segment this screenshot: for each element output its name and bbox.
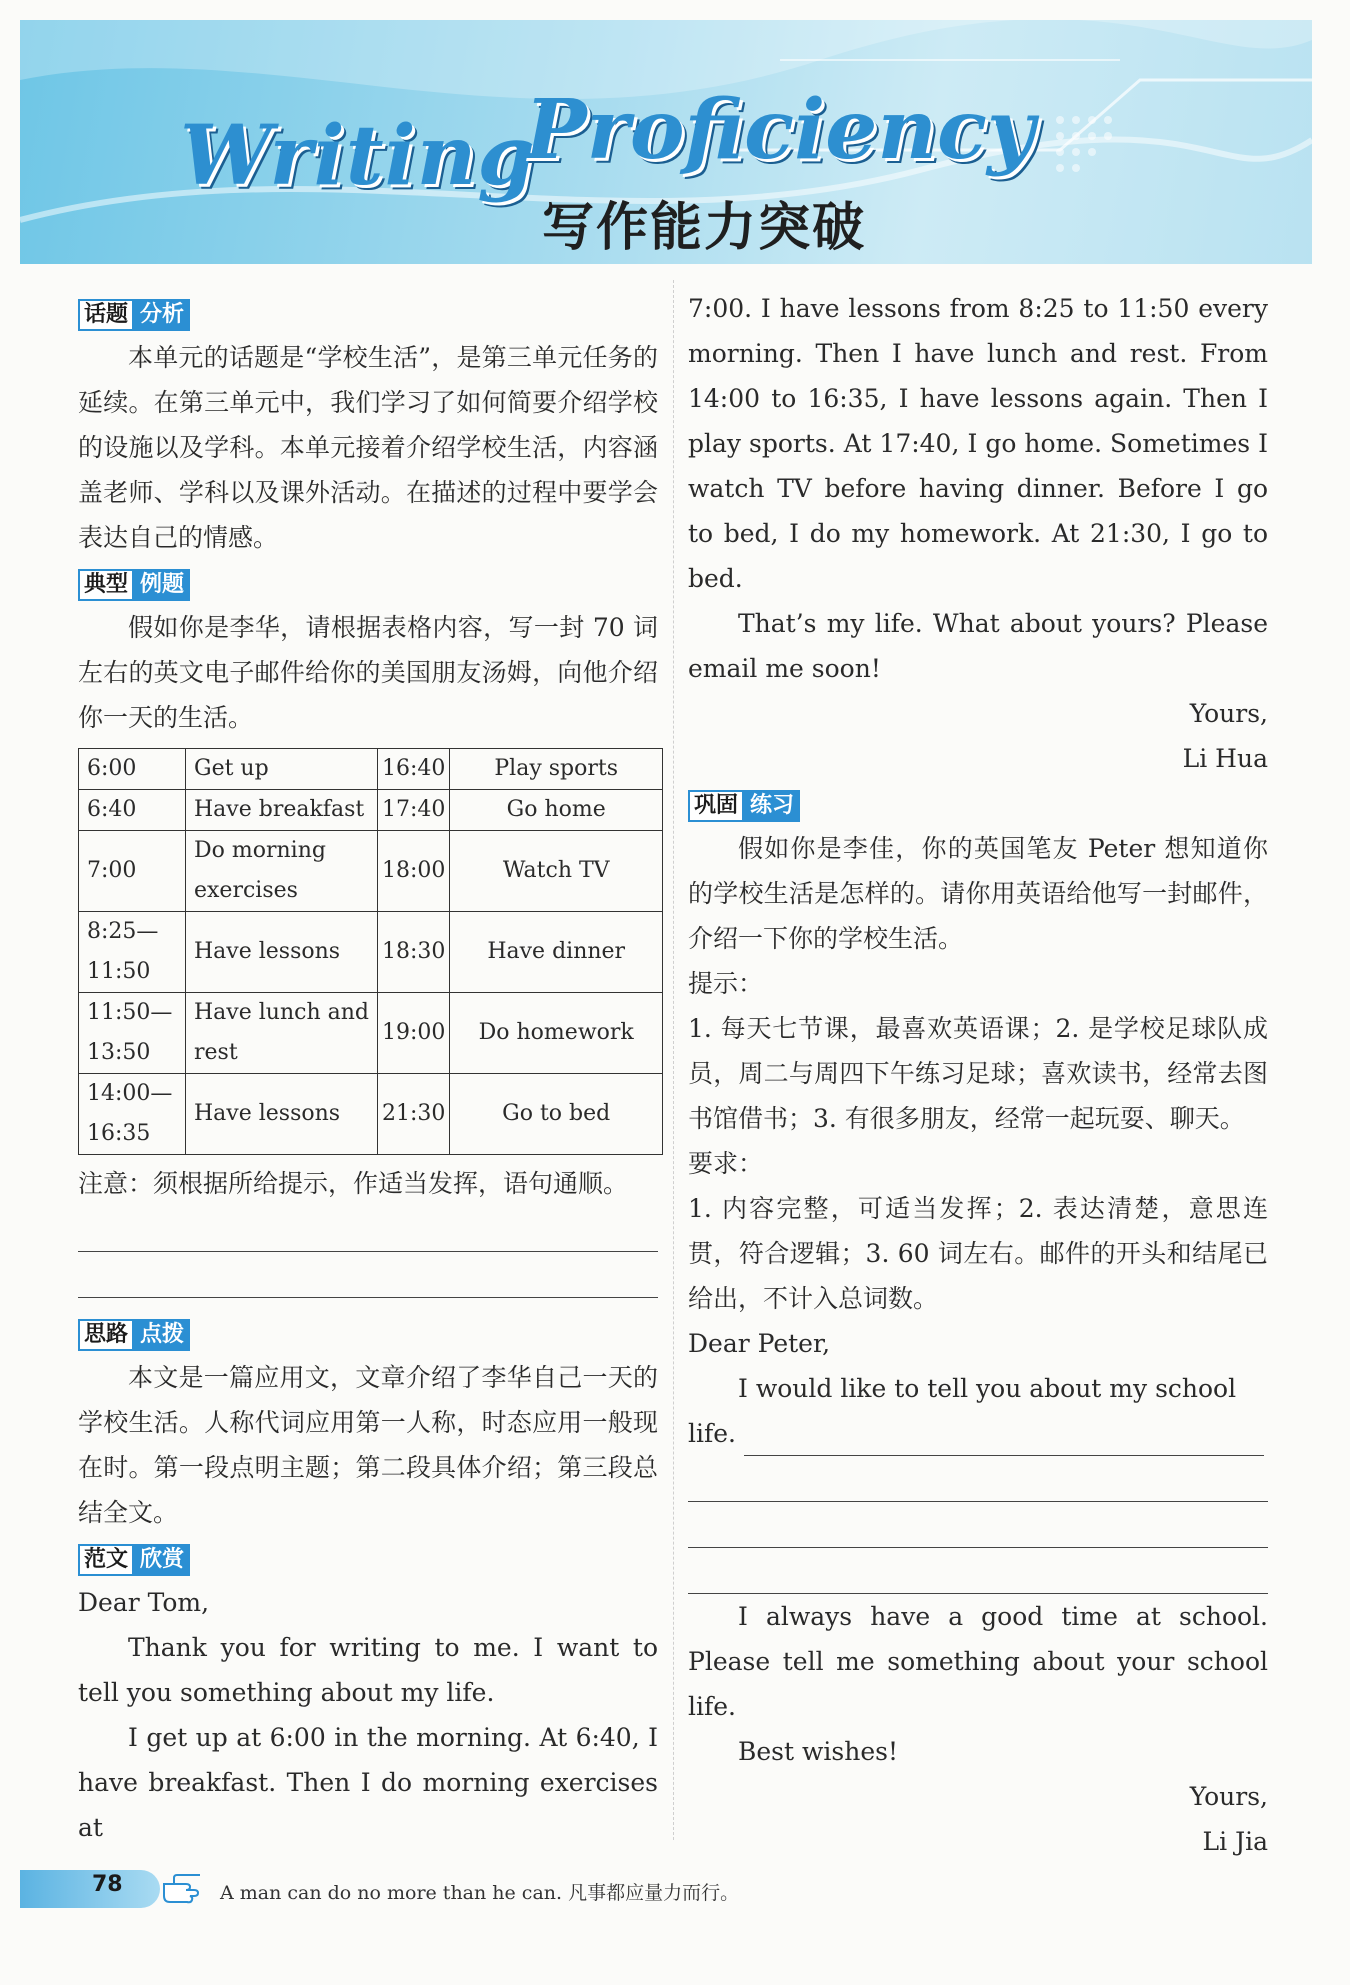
table-row [79,993,663,1074]
banner-title-writing: Writing [180,108,536,204]
header-banner [20,20,1312,264]
time-cell: 6:40 [79,790,186,831]
requirement-text: 1. 内容完整，可适当发挥；2. 表达清楚，意思连贯，符合逻辑；3. 60 词左右。邮件的开头和结尾已给出，不计入总词数。 [688,1194,1268,1313]
left-column [78,290,658,1850]
example-tag [78,569,190,601]
model-paragraph-2-continued: 7:00. I have lessons from 8:25 to 11:50 every morning. Then I have lunch and rest. From 14:00 to 16:35, I have lessons again. Then I play sports. At 17:40, I go home. Sometimes I watch TV before having dinner. Before I go to bed, I do my homework. At 21:30, I go to bed. [688,294,1268,593]
model-closing: Yours, [1189,699,1268,728]
right-column [688,286,1268,1864]
hint-label: 提示： [688,969,764,998]
activity-cell: Go home [450,790,663,831]
topic-analysis-tag [78,299,190,331]
time-cell: 18:00 [378,831,450,912]
activity-cell: Have dinner [450,912,663,993]
letter-opening-end: life. [688,1419,736,1448]
activity-cell: Play sports [450,749,663,790]
hint-text: 1. 每天七节课，最喜欢英语课；2. 是学校足球队成员，周二与周四下午练习足球；喜欢读书，经常去图书馆借书；3. 有很多朋友，经常一起玩耍、聊天。 [688,1014,1268,1133]
model-essay-tag [78,1544,190,1576]
letter-closing: Yours, [1189,1782,1268,1811]
tag-part-b: 分析 [134,299,190,331]
time-cell: 19:00 [378,993,450,1074]
activity-cell: Watch TV [450,831,663,912]
example-prompt-text: 假如你是李华，请根据表格内容，写一封 70 词左右的英文电子邮件给你的美国朋友汤姆，向他介绍你一天的生活。 [78,613,658,732]
writing-line[interactable] [688,1456,1268,1502]
page-number: 78 [92,1872,123,1897]
tag-part-b: 例题 [134,569,190,601]
time-cell: 8:25—11:50 [79,912,186,993]
tag-part-a: 范文 [78,1544,134,1576]
time-cell: 6:00 [79,749,186,790]
footer-motto: A man can do no more than he can. 凡事都应量力而行。 [220,1882,740,1904]
model-greeting: Dear Tom, [78,1588,210,1617]
activity-cell: Do morning exercises [186,831,378,912]
writing-line[interactable] [744,1425,1264,1456]
note-text: 注意：须根据所给提示，作适当发挥，语句通顺。 [78,1169,629,1198]
activity-cell: Have lessons [186,1074,378,1155]
idea-text: 本文是一篇应用文，文章介绍了李华自己一天的学校生活。人称代词应用第一人称，时态应用一般现在时。第一段点明主题；第二段具体介绍；第三段总结全文。 [78,1363,658,1527]
table-row [79,749,663,790]
model-paragraph-1: Thank you for writing to me. I want to tell you something about my life. [78,1633,658,1707]
tag-part-b: 欣赏 [134,1544,190,1576]
writing-line[interactable] [688,1548,1268,1594]
tag-part-b: 点拨 [134,1319,190,1351]
time-cell: 14:00—16:35 [79,1074,186,1155]
letter-opening: I would like to tell you about my school [738,1374,1237,1403]
idea-tag [78,1319,190,1351]
time-cell: 18:30 [378,912,450,993]
letter-wish: Best wishes! [738,1737,898,1766]
banner-title-proficiency: Proficiency [525,82,1035,178]
tag-part-b: 练习 [744,790,800,822]
writing-line[interactable] [78,1252,658,1298]
pointing-hand-icon [160,1872,204,1906]
activity-cell: Have lessons [186,912,378,993]
tag-part-a: 话题 [78,299,134,331]
banner-title-chinese: 写作能力突破 [542,198,867,258]
table-row [79,790,663,831]
activity-cell: Get up [186,749,378,790]
activity-cell: Do homework [450,993,663,1074]
tag-part-a: 典型 [78,569,134,601]
time-cell: 11:50—13:50 [79,993,186,1074]
schedule-table [78,748,663,1155]
page-footer [20,1870,1312,1915]
topic-analysis-text: 本单元的话题是“学校生活”，是第三单元任务的延续。在第三单元中，我们学习了如何简要介绍学校的设施以及学科。本单元接着介绍学校生活，内容涵盖老师、学科以及课外活动。在描述的过程中要学会表达自己的情感。 [78,343,658,552]
time-cell: 21:30 [378,1074,450,1155]
letter-signature: Li Jia [1202,1827,1268,1856]
letter-greeting: Dear Peter, [688,1329,831,1358]
time-cell: 17:40 [378,790,450,831]
tag-part-a: 思路 [78,1319,134,1351]
letter-opening-line [688,1411,1268,1456]
time-cell: 16:40 [378,749,450,790]
activity-cell: Have lunch and rest [186,993,378,1074]
column-divider [673,280,674,1840]
letter-ending: I always have a good time at school. Please tell me something about your school life. [688,1602,1268,1721]
requirement-label: 要求： [688,1149,764,1178]
activity-cell: Go to bed [450,1074,663,1155]
writing-line[interactable] [688,1502,1268,1548]
model-paragraph-3: That’s my life. What about yours? Please email me soon! [688,609,1268,683]
tag-part-a: 巩固 [688,790,744,822]
page-number-badge [20,1870,160,1908]
model-signature: Li Hua [1182,744,1268,773]
time-cell: 7:00 [79,831,186,912]
table-row [79,912,663,993]
practice-prompt-text: 假如你是李佳，你的英国笔友 Peter 想知道你的学校生活是怎样的。请你用英语给他写一封邮件，介绍一下你的学校生活。 [688,834,1268,953]
table-row [79,831,663,912]
model-paragraph-2-start: I get up at 6:00 in the morning. At 6:40, I have breakfast. Then I do morning exercises at [78,1723,658,1842]
table-row [79,1074,663,1155]
writing-line[interactable] [78,1206,658,1252]
practice-tag [688,790,800,822]
activity-cell: Have breakfast [186,790,378,831]
